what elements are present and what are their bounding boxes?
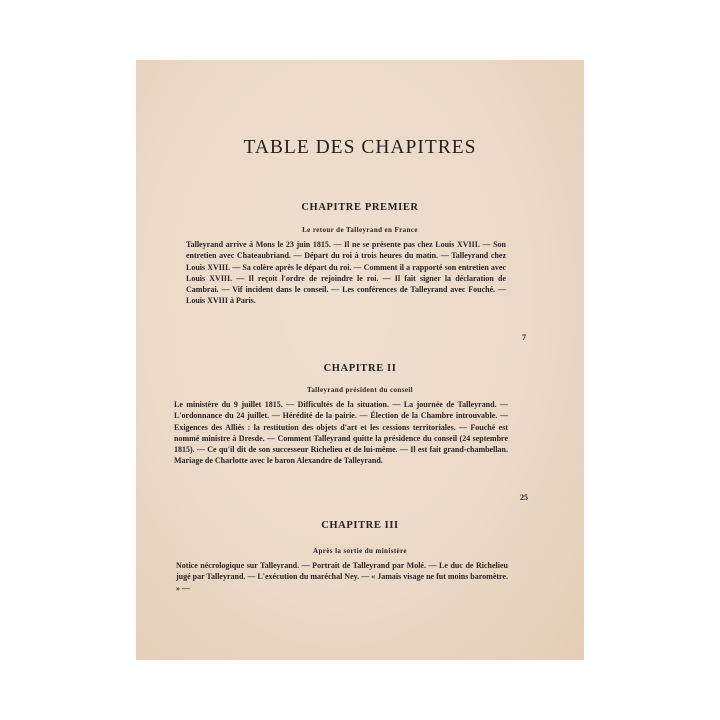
chapter-1-subtitle: Le retour de Talleyrand en France bbox=[302, 226, 418, 234]
page-title: TABLE DES CHAPITRES bbox=[243, 137, 477, 158]
chapter-2-heading: CHAPITRE II bbox=[323, 363, 397, 374]
chapter-2-subtitle: Talleyrand président du conseil bbox=[306, 386, 414, 394]
chapter-2-summary: Le ministère du 9 juillet 1815. — Difficultés de la situation. — La journée de Talleyrand. — L'ordonnance du 24 juillet. — Hérédité de la pairie. — Élection de la Chambre introuvable. — Exigences des Alliés : la restitution des objets d'art et les cessions territoriales. — Fouché est nommé ministre à Dresde. — Comment Talleyrand quitte la présidence du conseil (24 septembre 1815). — Ce qu'il dit de son successeur Richelieu et de lui-même. — Il est fait grand-chambellan. Mariage de Charlotte avec le baron Alexandre de Talleyrand. bbox=[174, 400, 508, 466]
chapter-3-summary: Notice nécrologique sur Talleyrand. — Portrait de Talleyrand par Molé. — Le duc de Richelieu jugé par Talleyrand. — L'exécution du maréchal Ney. — « Jamais visage ne fut moins baromètre. » — bbox=[176, 561, 508, 593]
chapter-1-summary: Talleyrand arrive à Mons le 23 juin 1815. — Il ne se présente pas chez Louis XVIII. — Son entretien avec Chateaubriand. — Départ du roi à trois heures du matin. — Talleyrand chez Louis XVIII. — Sa colère après le départ du roi. — Comment il a rapporté son entretien avec Louis XVIII. — Il reçoit l'ordre de rejoindre le roi. — Il fait signer la déclaration de Cambrai. — Vif incident dans le conseil. — Les conférences de Talleyrand avec Fouché. — Louis XVIII à Paris. bbox=[186, 240, 506, 306]
chapter-3-subtitle: Après la sortie du ministère bbox=[313, 547, 407, 555]
chapter-1-heading: CHAPITRE PREMIER bbox=[301, 202, 419, 213]
book-page bbox=[136, 60, 584, 660]
chapter-2-page-number: 25 bbox=[520, 493, 528, 502]
chapter-1-page-number: 7 bbox=[522, 333, 526, 342]
chapter-3-heading: CHAPITRE III bbox=[321, 520, 399, 531]
